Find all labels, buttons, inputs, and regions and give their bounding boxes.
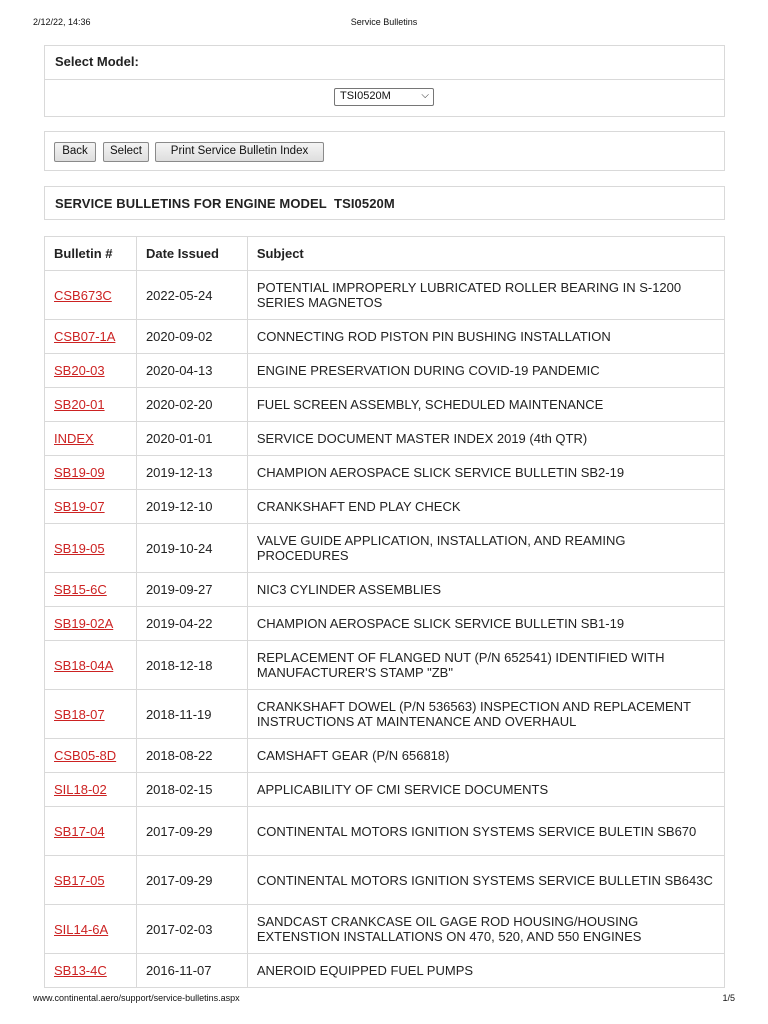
table-row (45, 354, 725, 388)
subject-cell: CRANKSHAFT DOWEL (P/N 536563) INSPECTION AND REPLACEMENT INSTRUCTIONS AT MAINTENANCE AND OVERHAUL (247, 690, 724, 739)
table-row (45, 271, 725, 320)
table-row (45, 456, 725, 490)
subject-cell: REPLACEMENT OF FLANGED NUT (P/N 652541) IDENTIFIED WITH MANUFACTURER'S STAMP "ZB" (247, 641, 724, 690)
header-subject: Subject (247, 237, 724, 271)
bulletin-cell (45, 271, 137, 320)
subject-cell: CONTINENTAL MOTORS IGNITION SYSTEMS SERVICE BULETIN SB670 (247, 807, 724, 856)
date-issued-cell: 2017-02-03 (136, 905, 247, 954)
print-footer (33, 993, 735, 1005)
page-number: 1/5 (722, 993, 735, 1003)
print-header (33, 17, 735, 29)
table-header-row (45, 237, 725, 271)
subject-cell: CRANKSHAFT END PLAY CHECK (247, 490, 724, 524)
subject-cell: FUEL SCREEN ASSEMBLY, SCHEDULED MAINTENANCE (247, 388, 724, 422)
date-issued-cell: 2016-11-07 (136, 954, 247, 988)
bulletin-cell (45, 690, 137, 739)
bulletin-link[interactable]: SIL14-6A (54, 921, 109, 937)
bulletin-link[interactable]: SB17-04 (54, 823, 105, 839)
bulletin-cell (45, 954, 137, 988)
print-timestamp: 2/12/22, 14:36 (33, 17, 91, 27)
date-issued-cell: 2020-02-20 (136, 388, 247, 422)
subject-cell: CONTINENTAL MOTORS IGNITION SYSTEMS SERVICE BULLETIN SB643C (247, 856, 724, 905)
table-row (45, 573, 725, 607)
bulletin-link[interactable]: SB18-04A (54, 657, 114, 673)
bulletin-cell (45, 856, 137, 905)
table-row (45, 773, 725, 807)
bulletin-cell (45, 607, 137, 641)
bulletin-link[interactable]: SIL18-02 (54, 782, 107, 797)
bulletin-link[interactable]: SB17-05 (54, 872, 105, 888)
table-row (45, 807, 725, 856)
subject-cell: NIC3 CYLINDER ASSEMBLIES (247, 573, 724, 607)
subject-cell: CAMSHAFT GEAR (P/N 656818) (247, 739, 724, 773)
date-issued-cell: 2017-09-29 (136, 807, 247, 856)
subject-cell: ENGINE PRESERVATION DURING COVID-19 PANDEMIC (247, 354, 724, 388)
model-select-row (45, 80, 724, 116)
bulletin-link[interactable]: SB13-4C (54, 963, 107, 978)
table-row (45, 490, 725, 524)
date-issued-cell: 2020-04-13 (136, 354, 247, 388)
bulletin-cell (45, 739, 137, 773)
date-issued-cell: 2020-01-01 (136, 422, 247, 456)
bulletin-link[interactable]: SB19-02A (54, 616, 114, 631)
bulletin-cell (45, 573, 137, 607)
date-issued-cell: 2022-05-24 (136, 271, 247, 320)
bulletin-cell (45, 773, 137, 807)
date-issued-cell: 2019-09-27 (136, 573, 247, 607)
table-row (45, 422, 725, 456)
table-row (45, 954, 725, 988)
title-panel (44, 186, 725, 220)
bulletin-link[interactable]: CSB07-1A (54, 329, 116, 344)
table-row (45, 607, 725, 641)
bulletin-link[interactable]: SB18-07 (54, 706, 105, 722)
bulletin-link[interactable]: SB15-6C (54, 582, 107, 597)
table-row (45, 641, 725, 690)
bulletin-link[interactable]: SB19-05 (54, 540, 105, 556)
model-select-panel (44, 45, 725, 117)
subject-cell: SANDCAST CRANKCASE OIL GAGE ROD HOUSING/HOUSING EXTENSTION INSTALLATIONS ON 470, 520, AND 550 ENGINES (247, 905, 724, 954)
bulletin-cell (45, 641, 137, 690)
date-issued-cell: 2018-08-22 (136, 739, 247, 773)
button-panel (44, 131, 725, 171)
date-issued-cell: 2018-02-15 (136, 773, 247, 807)
date-issued-cell: 2019-10-24 (136, 524, 247, 573)
bulletin-link[interactable]: SB20-01 (54, 397, 105, 412)
bulletin-link[interactable]: CSB673C (54, 287, 112, 303)
bulletin-cell (45, 905, 137, 954)
bulletin-link[interactable]: SB19-09 (54, 465, 105, 480)
model-dropdown-value: TSI0520M (340, 90, 391, 102)
select-button[interactable]: Select (103, 142, 149, 162)
table-row (45, 388, 725, 422)
date-issued-cell: 2019-12-13 (136, 456, 247, 490)
subject-cell: CHAMPION AEROSPACE SLICK SERVICE BULLETIN SB2-19 (247, 456, 724, 490)
subject-cell: CHAMPION AEROSPACE SLICK SERVICE BULLETIN SB1-19 (247, 607, 724, 641)
date-issued-cell: 2018-12-18 (136, 641, 247, 690)
bulletin-link[interactable]: SB19-07 (54, 499, 105, 514)
bulletin-link[interactable]: SB20-03 (54, 363, 105, 378)
table-row (45, 690, 725, 739)
bulletin-cell (45, 490, 137, 524)
select-model-heading: Select Model: (45, 46, 724, 80)
table-row (45, 739, 725, 773)
header-bulletin: Bulletin # (45, 237, 137, 271)
date-issued-cell: 2018-11-19 (136, 690, 247, 739)
table-row (45, 905, 725, 954)
date-issued-cell: 2019-12-10 (136, 490, 247, 524)
bulletin-cell (45, 354, 137, 388)
page-title: SERVICE BULLETINS FOR ENGINE MODEL TSI0520M (55, 196, 395, 211)
subject-cell: POTENTIAL IMPROPERLY LUBRICATED ROLLER BEARING IN S-1200 SERIES MAGNETOS (247, 271, 724, 320)
bulletins-table (44, 236, 725, 988)
subject-cell: APPLICABILITY OF CMI SERVICE DOCUMENTS (247, 773, 724, 807)
bulletin-link[interactable]: INDEX (54, 431, 94, 446)
bulletin-cell (45, 456, 137, 490)
bulletin-cell (45, 422, 137, 456)
bulletin-link[interactable]: CSB05-8D (54, 748, 117, 763)
table-row (45, 856, 725, 905)
print-url: www.continental.aero/support/service-bulletins.aspx (33, 993, 240, 1003)
bulletin-cell (45, 807, 137, 856)
table-row (45, 320, 725, 354)
subject-cell: CONNECTING ROD PISTON PIN BUSHING INSTALLATION (247, 320, 724, 354)
chevron-down-icon: ⌵ (421, 90, 429, 101)
print-page-title: Service Bulletins (350, 17, 418, 27)
date-issued-cell: 2020-09-02 (136, 320, 247, 354)
header-date-issued: Date Issued (136, 237, 247, 271)
table-row (45, 524, 725, 573)
back-button[interactable]: Back (54, 142, 96, 162)
date-issued-cell: 2017-09-29 (136, 856, 247, 905)
date-issued-cell: 2019-04-22 (136, 607, 247, 641)
subject-cell: ANEROID EQUIPPED FUEL PUMPS (247, 954, 724, 988)
print-index-button[interactable]: Print Service Bulletin Index (155, 142, 324, 162)
subject-cell: VALVE GUIDE APPLICATION, INSTALLATION, AND REAMING PROCEDURES (247, 524, 724, 573)
bulletin-cell (45, 388, 137, 422)
bulletin-cell (45, 320, 137, 354)
subject-cell: SERVICE DOCUMENT MASTER INDEX 2019 (4th QTR) (247, 422, 724, 456)
bulletin-cell (45, 524, 137, 573)
model-dropdown[interactable] (334, 88, 434, 106)
